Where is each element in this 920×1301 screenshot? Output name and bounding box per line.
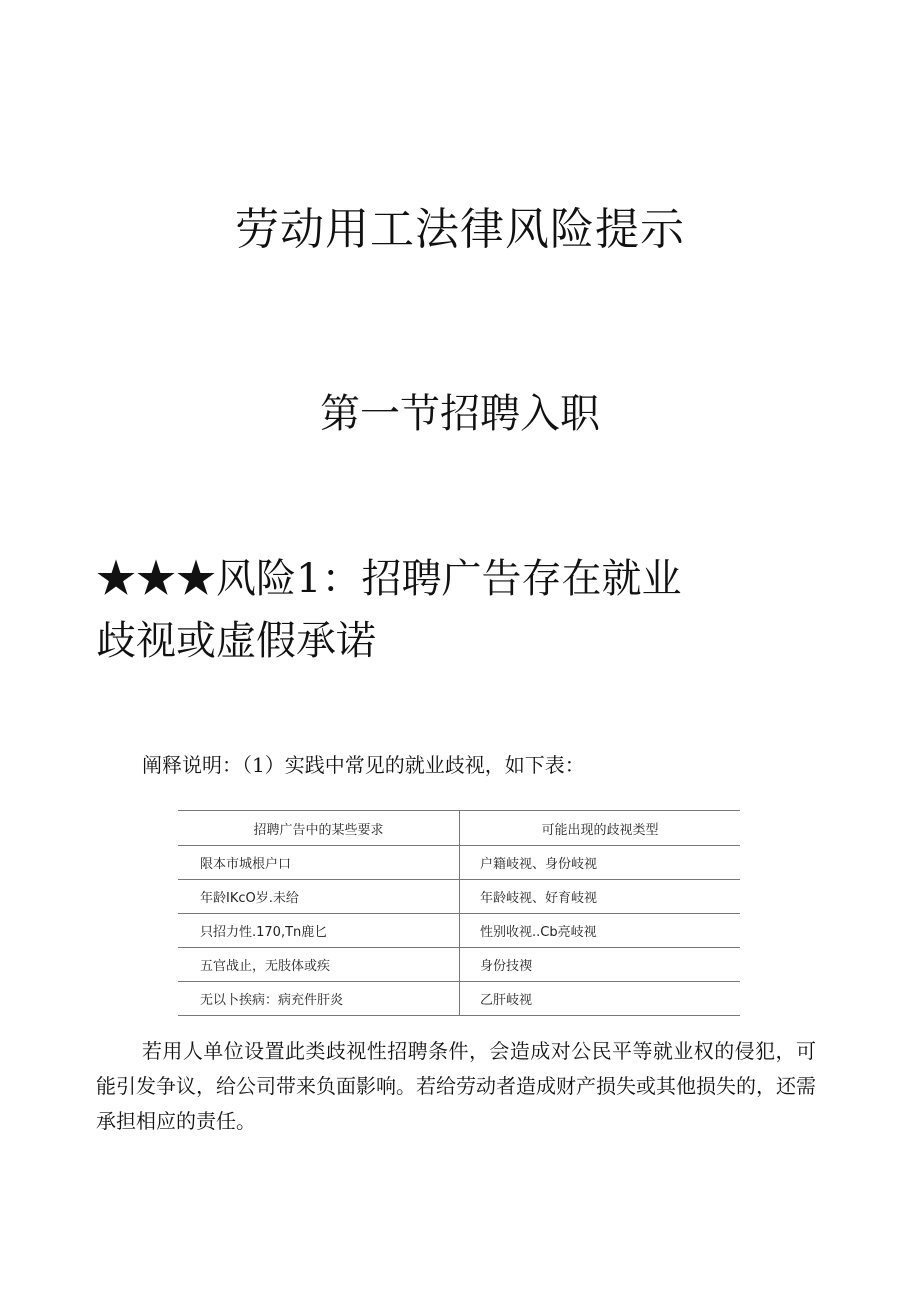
- column-header-requirement: 招聘广告中的某些要求: [178, 811, 460, 846]
- table-row: [178, 982, 740, 1016]
- table-cell-discrimination-type: 乙肝岐视: [460, 982, 741, 1016]
- table-cell-discrimination-type: 身份技禊: [460, 948, 741, 982]
- table-row: [178, 914, 740, 948]
- section-title: 第一节招聘入职: [320, 391, 600, 437]
- closing-paragraph: 若用人单位设置此类歧视性招聘条件，会造成对公民平等就业权的侵犯，可能引发争议，给公司带来负面影响。若给劳动者造成财产损失或其他损失的，还需承担相应的责任。: [96, 1039, 816, 1133]
- table-row: [178, 948, 740, 982]
- table-header-row: [178, 811, 740, 846]
- table-cell-requirement: 年龄IKcO岁.未给: [178, 880, 460, 914]
- document-title: 劳动用工法律风险提示: [235, 204, 685, 255]
- risk-heading: [96, 548, 796, 672]
- table-cell-discrimination-type: 年龄岐视、好育岐视: [460, 880, 741, 914]
- table-cell-requirement: 只招力性.170,Tn鹿匕: [178, 914, 460, 948]
- table-cell-requirement: 限本市城根户口: [178, 846, 460, 880]
- table-row: [178, 846, 740, 880]
- table-cell-requirement: 无以卜挨病：病充件肝炎: [178, 982, 460, 1016]
- risk-heading-line-2: 歧视或虚假承诺: [96, 618, 376, 664]
- risk-heading-line-1: ★★★风险1：招聘广告存在就业: [96, 556, 682, 602]
- table-row: [178, 880, 740, 914]
- table-cell-requirement: 五官战止，无肢体或疾: [178, 948, 460, 982]
- table-cell-discrimination-type: 户籍岐视、身份岐视: [460, 846, 741, 880]
- discrimination-table: [178, 810, 740, 1016]
- column-header-discrimination-type: 可能出现的歧视类型: [460, 811, 741, 846]
- table-cell-discrimination-type: 性别收视..Cb亮岐视: [460, 914, 741, 948]
- intro-paragraph: 阐释说明：（1）实践中常见的就业歧视，如下表：: [142, 753, 585, 777]
